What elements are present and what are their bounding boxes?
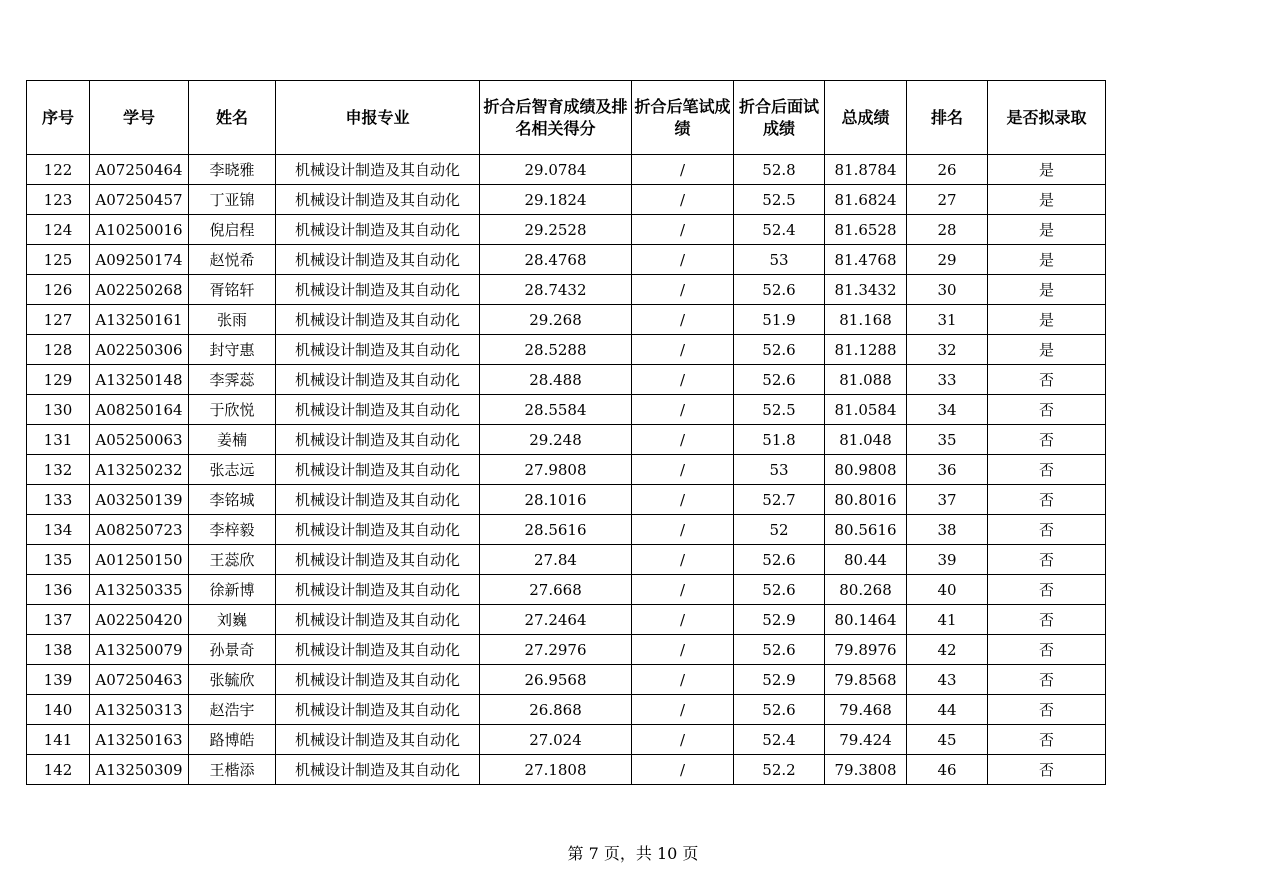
header-interview-score: 折合后面试成绩 [734,81,825,155]
seq-cell: 125 [27,245,90,275]
student-id-cell: A02250420 [90,605,189,635]
name-cell: 李铭城 [189,485,276,515]
interview-score-cell: 52.7 [734,485,825,515]
student-id-cell: A07250464 [90,155,189,185]
academic-score-cell: 27.668 [480,575,632,605]
table-row [27,515,1106,545]
seq-cell: 127 [27,305,90,335]
seq-cell: 141 [27,725,90,755]
table-row [27,335,1106,365]
major-cell: 机械设计制造及其自动化 [276,695,480,725]
interview-score-cell: 52.5 [734,185,825,215]
admitted-cell: 否 [988,605,1106,635]
academic-score-cell: 28.7432 [480,275,632,305]
header-student-id: 学号 [90,81,189,155]
seq-cell: 133 [27,485,90,515]
seq-cell: 132 [27,455,90,485]
total-score-cell: 80.44 [825,545,907,575]
written-score-cell: / [632,725,734,755]
table-row [27,485,1106,515]
major-cell: 机械设计制造及其自动化 [276,245,480,275]
admitted-cell: 是 [988,185,1106,215]
header-written-score: 折合后笔试成绩 [632,81,734,155]
interview-score-cell: 51.9 [734,305,825,335]
written-score-cell: / [632,245,734,275]
header-total-score: 总成绩 [825,81,907,155]
page-footer: 第 7 页，共 10 页 [567,844,699,863]
academic-score-cell: 29.0784 [480,155,632,185]
total-score-cell: 79.468 [825,695,907,725]
academic-score-cell: 26.9568 [480,665,632,695]
written-score-cell: / [632,305,734,335]
academic-score-cell: 27.024 [480,725,632,755]
admitted-cell: 否 [988,725,1106,755]
table-row [27,665,1106,695]
rank-cell: 41 [907,605,988,635]
table-row [27,605,1106,635]
student-id-cell: A02250306 [90,335,189,365]
student-id-cell: A07250463 [90,665,189,695]
admitted-cell: 否 [988,665,1106,695]
student-id-cell: A13250079 [90,635,189,665]
interview-score-cell: 52.6 [734,275,825,305]
written-score-cell: / [632,605,734,635]
seq-cell: 129 [27,365,90,395]
table-row [27,755,1106,785]
name-cell: 王楷添 [189,755,276,785]
student-id-cell: A05250063 [90,425,189,455]
student-id-cell: A03250139 [90,485,189,515]
seq-cell: 139 [27,665,90,695]
rank-cell: 31 [907,305,988,335]
table-row [27,725,1106,755]
student-id-cell: A02250268 [90,275,189,305]
student-id-cell: A13250309 [90,755,189,785]
academic-score-cell: 28.5616 [480,515,632,545]
table-row [27,245,1106,275]
student-id-cell: A08250164 [90,395,189,425]
name-cell: 封守惠 [189,335,276,365]
academic-score-cell: 28.488 [480,365,632,395]
total-score-cell: 79.3808 [825,755,907,785]
admitted-cell: 否 [988,485,1106,515]
written-score-cell: / [632,185,734,215]
name-cell: 丁亚锦 [189,185,276,215]
student-id-cell: A13250161 [90,305,189,335]
header-rank: 排名 [907,81,988,155]
rank-cell: 46 [907,755,988,785]
name-cell: 孙景奇 [189,635,276,665]
written-score-cell: / [632,545,734,575]
interview-score-cell: 52.6 [734,335,825,365]
total-score-cell: 80.5616 [825,515,907,545]
rank-cell: 35 [907,425,988,455]
name-cell: 倪启程 [189,215,276,245]
student-id-cell: A13250163 [90,725,189,755]
admitted-cell: 是 [988,155,1106,185]
seq-cell: 130 [27,395,90,425]
academic-score-cell: 27.84 [480,545,632,575]
student-id-cell: A10250016 [90,215,189,245]
table-row [27,425,1106,455]
table-body [27,155,1106,785]
total-score-cell: 80.9808 [825,455,907,485]
written-score-cell: / [632,365,734,395]
academic-score-cell: 29.248 [480,425,632,455]
name-cell: 张毓欣 [189,665,276,695]
academic-score-cell: 28.5584 [480,395,632,425]
table-row [27,215,1106,245]
student-id-cell: A13250232 [90,455,189,485]
header-row [27,81,1106,155]
rank-cell: 29 [907,245,988,275]
rank-cell: 39 [907,545,988,575]
major-cell: 机械设计制造及其自动化 [276,215,480,245]
table-row [27,155,1106,185]
header-admitted: 是否拟录取 [988,81,1106,155]
table-row [27,305,1106,335]
admitted-cell: 否 [988,545,1106,575]
rank-cell: 43 [907,665,988,695]
rank-cell: 45 [907,725,988,755]
seq-cell: 126 [27,275,90,305]
total-score-cell: 79.424 [825,725,907,755]
major-cell: 机械设计制造及其自动化 [276,725,480,755]
written-score-cell: / [632,455,734,485]
academic-score-cell: 28.5288 [480,335,632,365]
rank-cell: 42 [907,635,988,665]
major-cell: 机械设计制造及其自动化 [276,575,480,605]
header-seq: 序号 [27,81,90,155]
academic-score-cell: 26.868 [480,695,632,725]
major-cell: 机械设计制造及其自动化 [276,545,480,575]
major-cell: 机械设计制造及其自动化 [276,275,480,305]
interview-score-cell: 52.6 [734,365,825,395]
admitted-cell: 是 [988,215,1106,245]
rank-cell: 44 [907,695,988,725]
interview-score-cell: 53 [734,245,825,275]
academic-score-cell: 27.2464 [480,605,632,635]
interview-score-cell: 52.8 [734,155,825,185]
academic-score-cell: 28.1016 [480,485,632,515]
name-cell: 于欣悦 [189,395,276,425]
total-score-cell: 80.1464 [825,605,907,635]
admitted-cell: 否 [988,695,1106,725]
admitted-cell: 否 [988,575,1106,605]
rank-cell: 30 [907,275,988,305]
student-id-cell: A09250174 [90,245,189,275]
written-score-cell: / [632,425,734,455]
rank-cell: 38 [907,515,988,545]
academic-score-cell: 27.9808 [480,455,632,485]
rank-cell: 27 [907,185,988,215]
total-score-cell: 81.0584 [825,395,907,425]
total-score-cell: 81.4768 [825,245,907,275]
interview-score-cell: 52.2 [734,755,825,785]
admitted-cell: 是 [988,275,1106,305]
major-cell: 机械设计制造及其自动化 [276,395,480,425]
academic-score-cell: 29.1824 [480,185,632,215]
seq-cell: 138 [27,635,90,665]
total-score-cell: 79.8976 [825,635,907,665]
total-score-cell: 81.088 [825,365,907,395]
admitted-cell: 否 [988,635,1106,665]
written-score-cell: / [632,335,734,365]
major-cell: 机械设计制造及其自动化 [276,605,480,635]
major-cell: 机械设计制造及其自动化 [276,515,480,545]
student-id-cell: A01250150 [90,545,189,575]
name-cell: 李梓毅 [189,515,276,545]
written-score-cell: / [632,575,734,605]
admitted-cell: 否 [988,755,1106,785]
rank-cell: 34 [907,395,988,425]
student-id-cell: A07250457 [90,185,189,215]
admitted-cell: 否 [988,425,1106,455]
interview-score-cell: 53 [734,455,825,485]
academic-score-cell: 29.2528 [480,215,632,245]
major-cell: 机械设计制造及其自动化 [276,155,480,185]
admission-table [26,80,1106,785]
name-cell: 刘巍 [189,605,276,635]
total-score-cell: 81.3432 [825,275,907,305]
rank-cell: 32 [907,335,988,365]
major-cell: 机械设计制造及其自动化 [276,755,480,785]
major-cell: 机械设计制造及其自动化 [276,185,480,215]
table-row [27,395,1106,425]
student-id-cell: A08250723 [90,515,189,545]
seq-cell: 135 [27,545,90,575]
name-cell: 胥铭轩 [189,275,276,305]
header-name: 姓名 [189,81,276,155]
written-score-cell: / [632,155,734,185]
interview-score-cell: 52.9 [734,605,825,635]
admitted-cell: 是 [988,335,1106,365]
seq-cell: 140 [27,695,90,725]
seq-cell: 124 [27,215,90,245]
seq-cell: 134 [27,515,90,545]
table-row [27,365,1106,395]
table-row [27,575,1106,605]
rank-cell: 36 [907,455,988,485]
interview-score-cell: 52.6 [734,545,825,575]
interview-score-cell: 52.6 [734,695,825,725]
table-row [27,185,1106,215]
rank-cell: 33 [907,365,988,395]
total-score-cell: 81.1288 [825,335,907,365]
interview-score-cell: 52.4 [734,725,825,755]
name-cell: 赵浩宇 [189,695,276,725]
major-cell: 机械设计制造及其自动化 [276,665,480,695]
written-score-cell: / [632,215,734,245]
total-score-cell: 80.268 [825,575,907,605]
name-cell: 王蕊欣 [189,545,276,575]
major-cell: 机械设计制造及其自动化 [276,455,480,485]
major-cell: 机械设计制造及其自动化 [276,425,480,455]
table-row [27,455,1106,485]
total-score-cell: 81.8784 [825,155,907,185]
major-cell: 机械设计制造及其自动化 [276,635,480,665]
academic-score-cell: 27.2976 [480,635,632,665]
interview-score-cell: 52.9 [734,665,825,695]
interview-score-cell: 52.6 [734,635,825,665]
seq-cell: 122 [27,155,90,185]
name-cell: 路博皓 [189,725,276,755]
admitted-cell: 否 [988,365,1106,395]
seq-cell: 142 [27,755,90,785]
admitted-cell: 否 [988,395,1106,425]
table-row [27,695,1106,725]
written-score-cell: / [632,515,734,545]
major-cell: 机械设计制造及其自动化 [276,335,480,365]
rank-cell: 37 [907,485,988,515]
seq-cell: 137 [27,605,90,635]
table-row [27,545,1106,575]
total-score-cell: 81.6824 [825,185,907,215]
admitted-cell: 否 [988,455,1106,485]
written-score-cell: / [632,395,734,425]
seq-cell: 131 [27,425,90,455]
written-score-cell: / [632,665,734,695]
admitted-cell: 是 [988,305,1106,335]
written-score-cell: / [632,755,734,785]
interview-score-cell: 52 [734,515,825,545]
table-row [27,275,1106,305]
interview-score-cell: 52.6 [734,575,825,605]
interview-score-cell: 52.5 [734,395,825,425]
major-cell: 机械设计制造及其自动化 [276,305,480,335]
name-cell: 张志远 [189,455,276,485]
total-score-cell: 79.8568 [825,665,907,695]
academic-score-cell: 29.268 [480,305,632,335]
academic-score-cell: 28.4768 [480,245,632,275]
admitted-cell: 否 [988,515,1106,545]
seq-cell: 128 [27,335,90,365]
rank-cell: 40 [907,575,988,605]
interview-score-cell: 52.4 [734,215,825,245]
name-cell: 徐新博 [189,575,276,605]
academic-score-cell: 27.1808 [480,755,632,785]
total-score-cell: 81.168 [825,305,907,335]
written-score-cell: / [632,275,734,305]
header-academic-score: 折合后智育成绩及排名相关得分 [480,81,632,155]
admitted-cell: 是 [988,245,1106,275]
major-cell: 机械设计制造及其自动化 [276,485,480,515]
name-cell: 李霁蕊 [189,365,276,395]
written-score-cell: / [632,695,734,725]
name-cell: 姜楠 [189,425,276,455]
student-id-cell: A13250313 [90,695,189,725]
name-cell: 李晓雅 [189,155,276,185]
total-score-cell: 80.8016 [825,485,907,515]
student-id-cell: A13250148 [90,365,189,395]
interview-score-cell: 51.8 [734,425,825,455]
total-score-cell: 81.048 [825,425,907,455]
student-id-cell: A13250335 [90,575,189,605]
name-cell: 张雨 [189,305,276,335]
written-score-cell: / [632,485,734,515]
name-cell: 赵悦希 [189,245,276,275]
rank-cell: 26 [907,155,988,185]
written-score-cell: / [632,635,734,665]
total-score-cell: 81.6528 [825,215,907,245]
seq-cell: 123 [27,185,90,215]
header-major: 申报专业 [276,81,480,155]
table-row [27,635,1106,665]
major-cell: 机械设计制造及其自动化 [276,365,480,395]
rank-cell: 28 [907,215,988,245]
seq-cell: 136 [27,575,90,605]
